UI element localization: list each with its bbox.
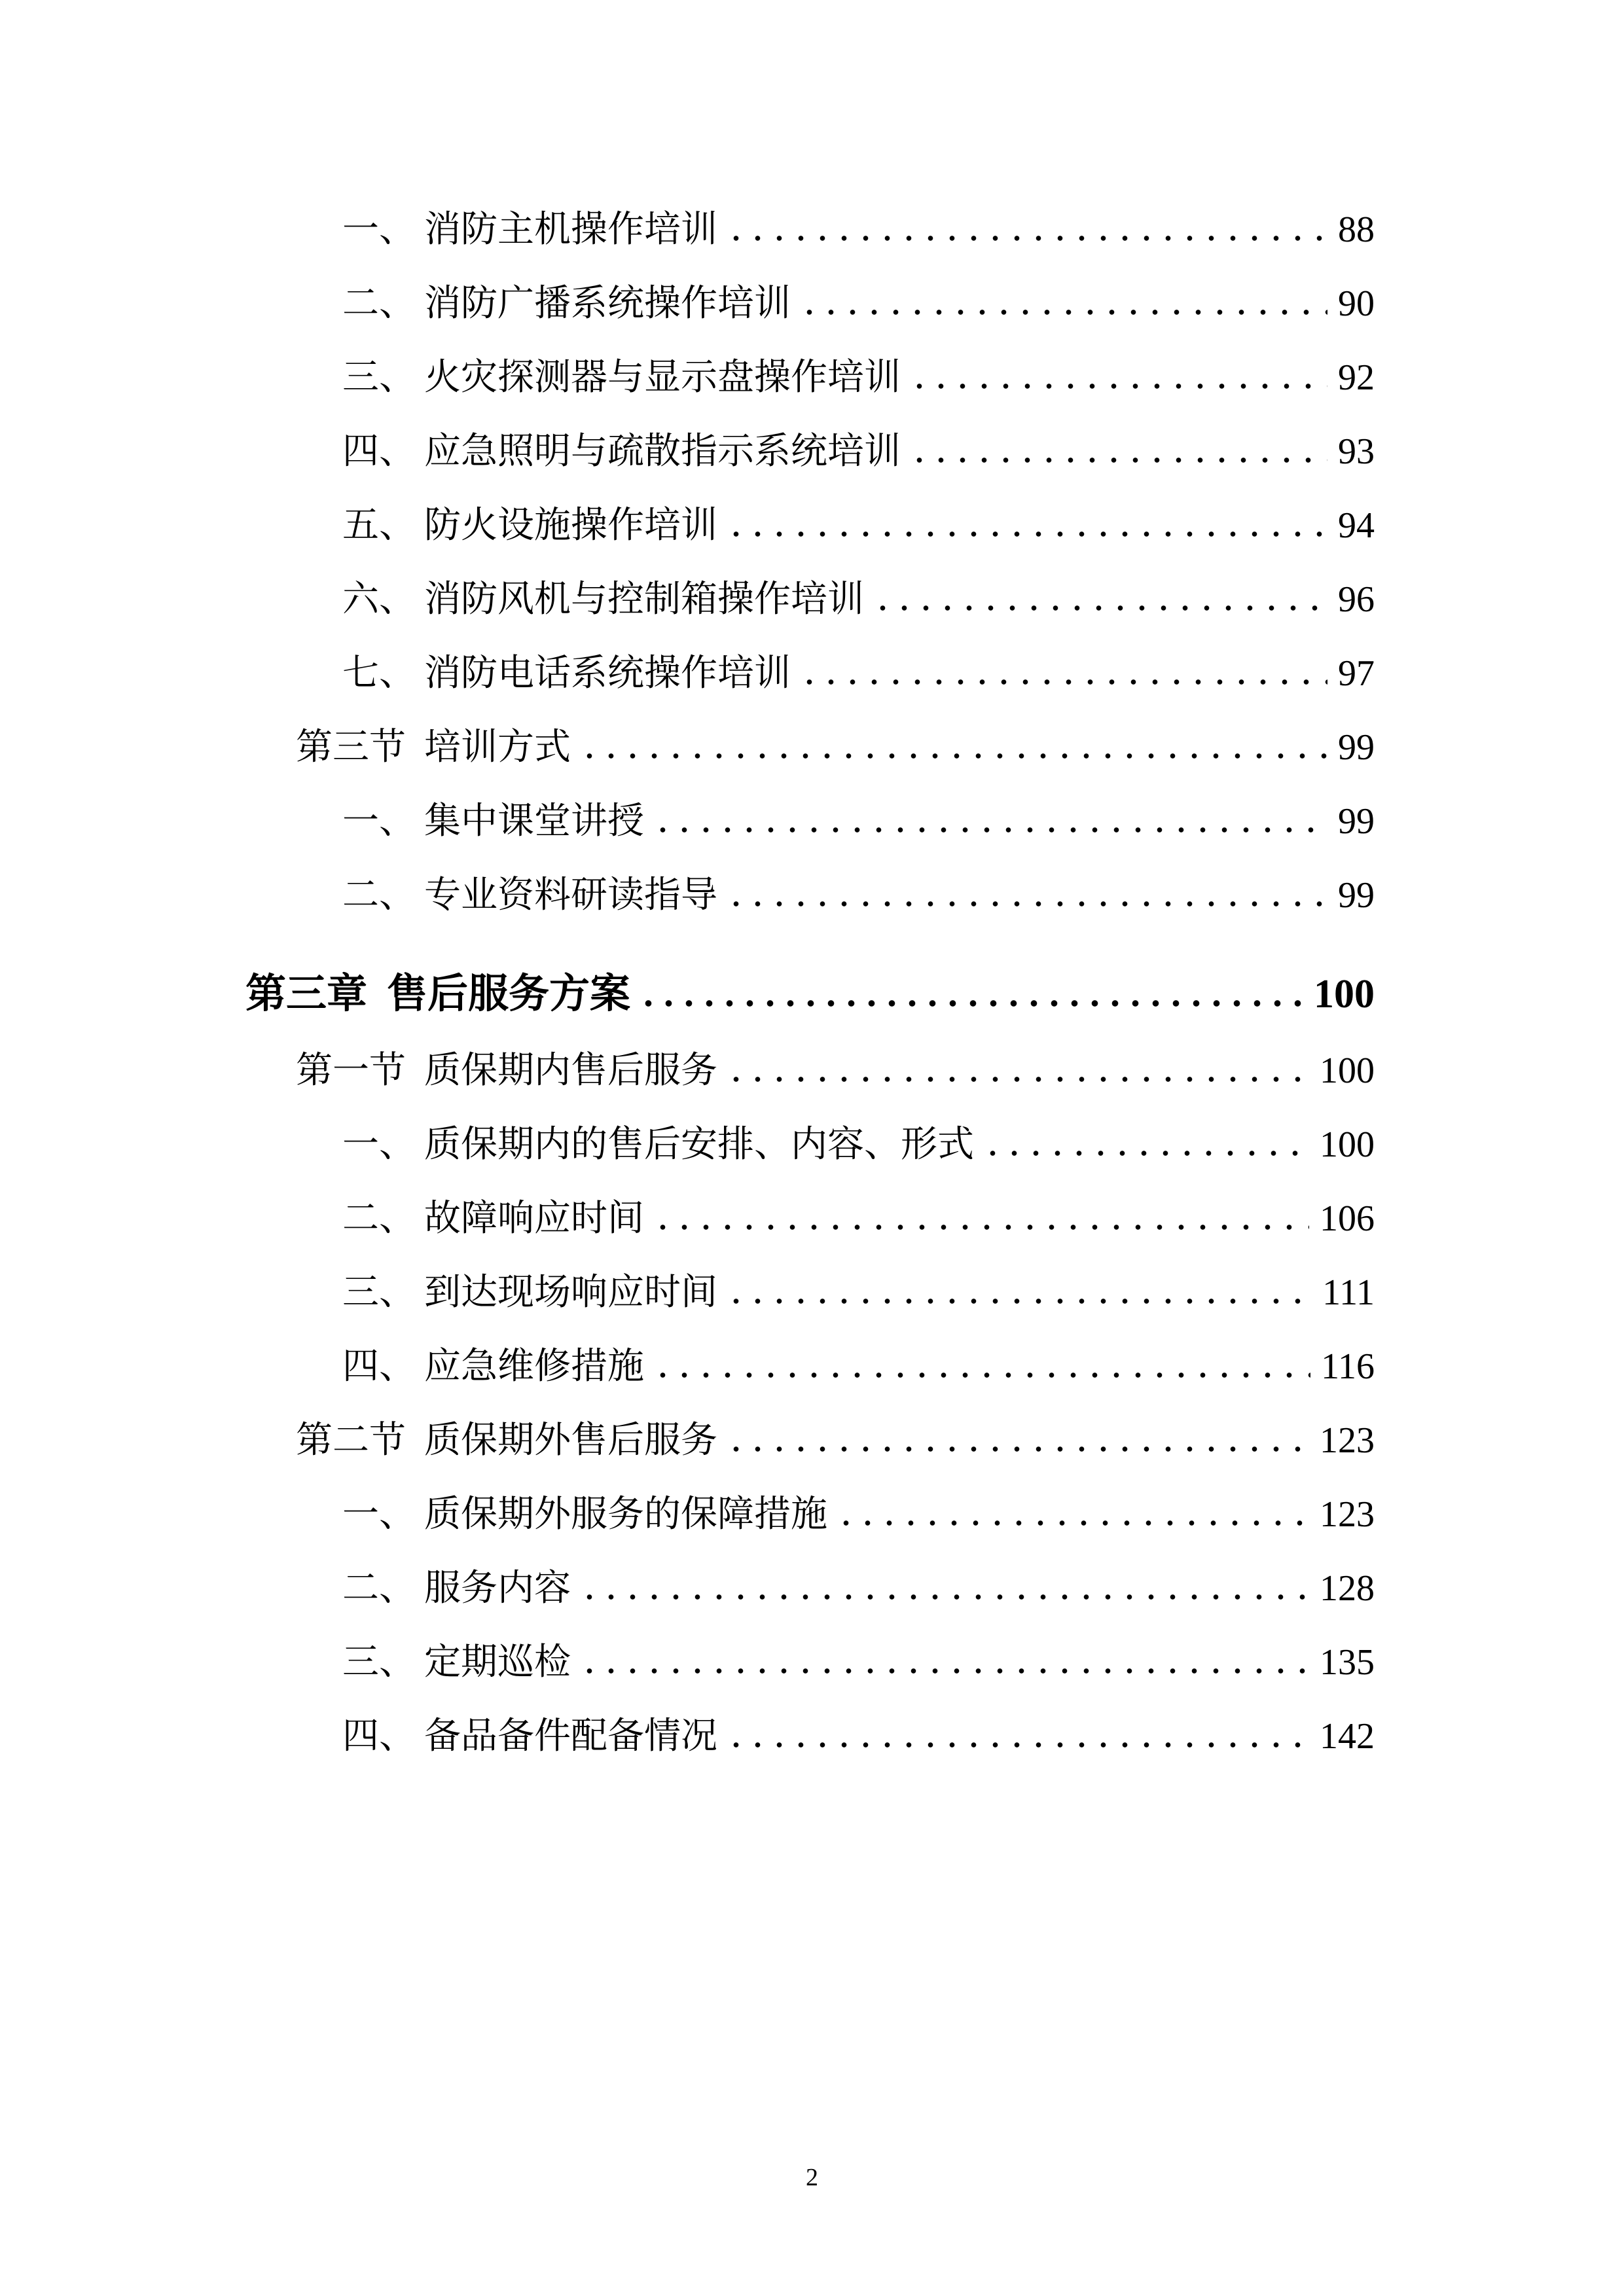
toc-entry-page: 123 bbox=[1320, 1420, 1375, 1461]
toc-entry-item bbox=[245, 1707, 1375, 1781]
toc-entry-title: 消防广播系统操作培训 bbox=[424, 283, 791, 324]
toc-entry-title: 定期巡检 bbox=[424, 1642, 571, 1683]
toc-entry-item bbox=[245, 1263, 1375, 1337]
dot-leader bbox=[799, 679, 1327, 685]
dot-leader bbox=[982, 1150, 1309, 1157]
toc-entry-item bbox=[245, 496, 1375, 570]
toc-entry-page: 116 bbox=[1321, 1346, 1375, 1387]
toc-entry-page: 100 bbox=[1320, 1050, 1375, 1091]
toc-entry-title: 培训方式 bbox=[424, 727, 571, 768]
toc-entry-page: 135 bbox=[1320, 1642, 1375, 1683]
dot-leader bbox=[872, 605, 1327, 611]
toc-entry-number: 一、 bbox=[342, 801, 416, 842]
toc-entry-title: 质保期内的售后安排、内容、形式 bbox=[424, 1124, 974, 1165]
toc-entry-page: 88 bbox=[1338, 209, 1375, 250]
toc-entry-page: 92 bbox=[1338, 357, 1375, 398]
toc-entry-title: 服务内容 bbox=[424, 1568, 571, 1609]
toc-entry-title: 售后服务方案 bbox=[387, 972, 631, 1016]
toc-entry-title: 应急维修措施 bbox=[424, 1346, 644, 1387]
dot-leader bbox=[638, 999, 1303, 1007]
toc-entry-item bbox=[245, 1189, 1375, 1263]
toc-entry-number: 第一节 bbox=[296, 1050, 406, 1091]
toc-entry-item bbox=[245, 348, 1375, 422]
toc-entry-number: 六、 bbox=[342, 579, 416, 620]
toc-entry-item bbox=[245, 1485, 1375, 1559]
toc-entry-item bbox=[245, 570, 1375, 644]
toc-entry-title: 到达现场响应时间 bbox=[424, 1272, 717, 1313]
toc-entry-page: 93 bbox=[1338, 431, 1375, 472]
toc-entry-number: 二、 bbox=[342, 283, 416, 324]
dot-leader bbox=[652, 1372, 1310, 1378]
dot-leader bbox=[799, 309, 1327, 315]
toc-entry-number: 四、 bbox=[342, 1716, 416, 1757]
toc-entry-title: 质保期外服务的保障措施 bbox=[424, 1494, 827, 1535]
toc-entry-number: 第三节 bbox=[296, 727, 406, 768]
toc-entry-item bbox=[245, 644, 1375, 718]
toc-entry-page: 99 bbox=[1338, 727, 1375, 768]
toc-entry-page: 96 bbox=[1338, 579, 1375, 620]
toc-entry-title: 专业资料研读指导 bbox=[424, 875, 717, 916]
dot-leader bbox=[909, 383, 1327, 389]
dot-leader bbox=[725, 1446, 1309, 1452]
dot-leader bbox=[652, 827, 1327, 833]
toc-entry-page: 97 bbox=[1338, 653, 1375, 694]
toc-entry-page: 99 bbox=[1338, 801, 1375, 842]
toc-entry-title: 质保期外售后服务 bbox=[424, 1420, 717, 1461]
toc-entry-page: 111 bbox=[1322, 1272, 1375, 1313]
toc-entry-page: 100 bbox=[1314, 972, 1375, 1016]
toc-entry-page: 142 bbox=[1320, 1716, 1375, 1757]
toc-entry-number: 一、 bbox=[342, 209, 416, 250]
toc-entry-chapter bbox=[245, 961, 1375, 1041]
toc-entry-number: 第二节 bbox=[296, 1420, 406, 1461]
toc-entry-title: 消防电话系统操作培训 bbox=[424, 653, 791, 694]
toc-entry-title: 故障响应时间 bbox=[424, 1198, 644, 1239]
toc-entry-number: 三、 bbox=[342, 357, 416, 398]
toc-entry-page: 94 bbox=[1338, 505, 1375, 546]
dot-leader bbox=[579, 753, 1327, 759]
toc-entry-title: 火灾探测器与显示盘操作培训 bbox=[424, 357, 901, 398]
toc-entry-item bbox=[245, 866, 1375, 940]
page-number-footer: 2 bbox=[806, 2164, 818, 2191]
toc-entry-number: 二、 bbox=[342, 1198, 416, 1239]
toc-entry-title: 应急照明与疏散指示系统培训 bbox=[424, 431, 901, 472]
toc-entry-item bbox=[245, 422, 1375, 496]
toc-entry-number: 一、 bbox=[342, 1124, 416, 1165]
dot-leader bbox=[725, 531, 1327, 537]
toc-entry-item bbox=[245, 792, 1375, 866]
toc-entry-page: 90 bbox=[1338, 283, 1375, 324]
toc-entry-title: 消防主机操作培训 bbox=[424, 209, 717, 250]
toc-entry-page: 100 bbox=[1320, 1124, 1375, 1165]
toc-entry-number: 四、 bbox=[342, 1346, 416, 1387]
dot-leader bbox=[579, 1668, 1309, 1674]
toc-entry-title: 质保期内售后服务 bbox=[424, 1050, 717, 1091]
toc-entry-item bbox=[245, 1115, 1375, 1189]
toc-entry-number: 三、 bbox=[342, 1642, 416, 1683]
dot-leader bbox=[725, 1742, 1309, 1748]
dot-leader bbox=[835, 1520, 1309, 1526]
toc-entry-item bbox=[245, 1633, 1375, 1707]
toc-entry-title: 防火设施操作培训 bbox=[424, 505, 717, 546]
toc-entry-page: 128 bbox=[1320, 1568, 1375, 1609]
toc-entry-number: 二、 bbox=[342, 1568, 416, 1609]
toc-entry-page: 106 bbox=[1320, 1198, 1375, 1239]
toc-entry-item bbox=[245, 1337, 1375, 1411]
toc-entry-item bbox=[245, 1559, 1375, 1633]
dot-leader bbox=[652, 1224, 1309, 1230]
dot-leader bbox=[725, 235, 1327, 242]
toc-entry-number: 三、 bbox=[342, 1272, 416, 1313]
toc-entry-title: 集中课堂讲授 bbox=[424, 801, 644, 842]
dot-leader bbox=[725, 1298, 1312, 1304]
toc-entry-section bbox=[245, 1041, 1375, 1115]
toc-entry-page: 123 bbox=[1320, 1494, 1375, 1535]
dot-leader bbox=[725, 1076, 1309, 1083]
toc-entry-number: 第三章 bbox=[245, 972, 368, 1016]
toc-entry-title: 消防风机与控制箱操作培训 bbox=[424, 579, 864, 620]
dot-leader bbox=[725, 901, 1327, 907]
dot-leader bbox=[579, 1594, 1309, 1600]
table-of-contents bbox=[245, 200, 1375, 1781]
toc-entry-item bbox=[245, 274, 1375, 348]
toc-entry-section bbox=[245, 1411, 1375, 1485]
toc-entry-number: 一、 bbox=[342, 1494, 416, 1535]
toc-entry-number: 七、 bbox=[342, 653, 416, 694]
toc-entry-section bbox=[245, 718, 1375, 792]
toc-entry-item bbox=[245, 200, 1375, 274]
dot-leader bbox=[909, 457, 1327, 463]
toc-entry-number: 四、 bbox=[342, 431, 416, 472]
toc-entry-title: 备品备件配备情况 bbox=[424, 1716, 717, 1757]
toc-entry-page: 99 bbox=[1338, 875, 1375, 916]
toc-entry-number: 五、 bbox=[342, 505, 416, 546]
toc-entry-number: 二、 bbox=[342, 875, 416, 916]
